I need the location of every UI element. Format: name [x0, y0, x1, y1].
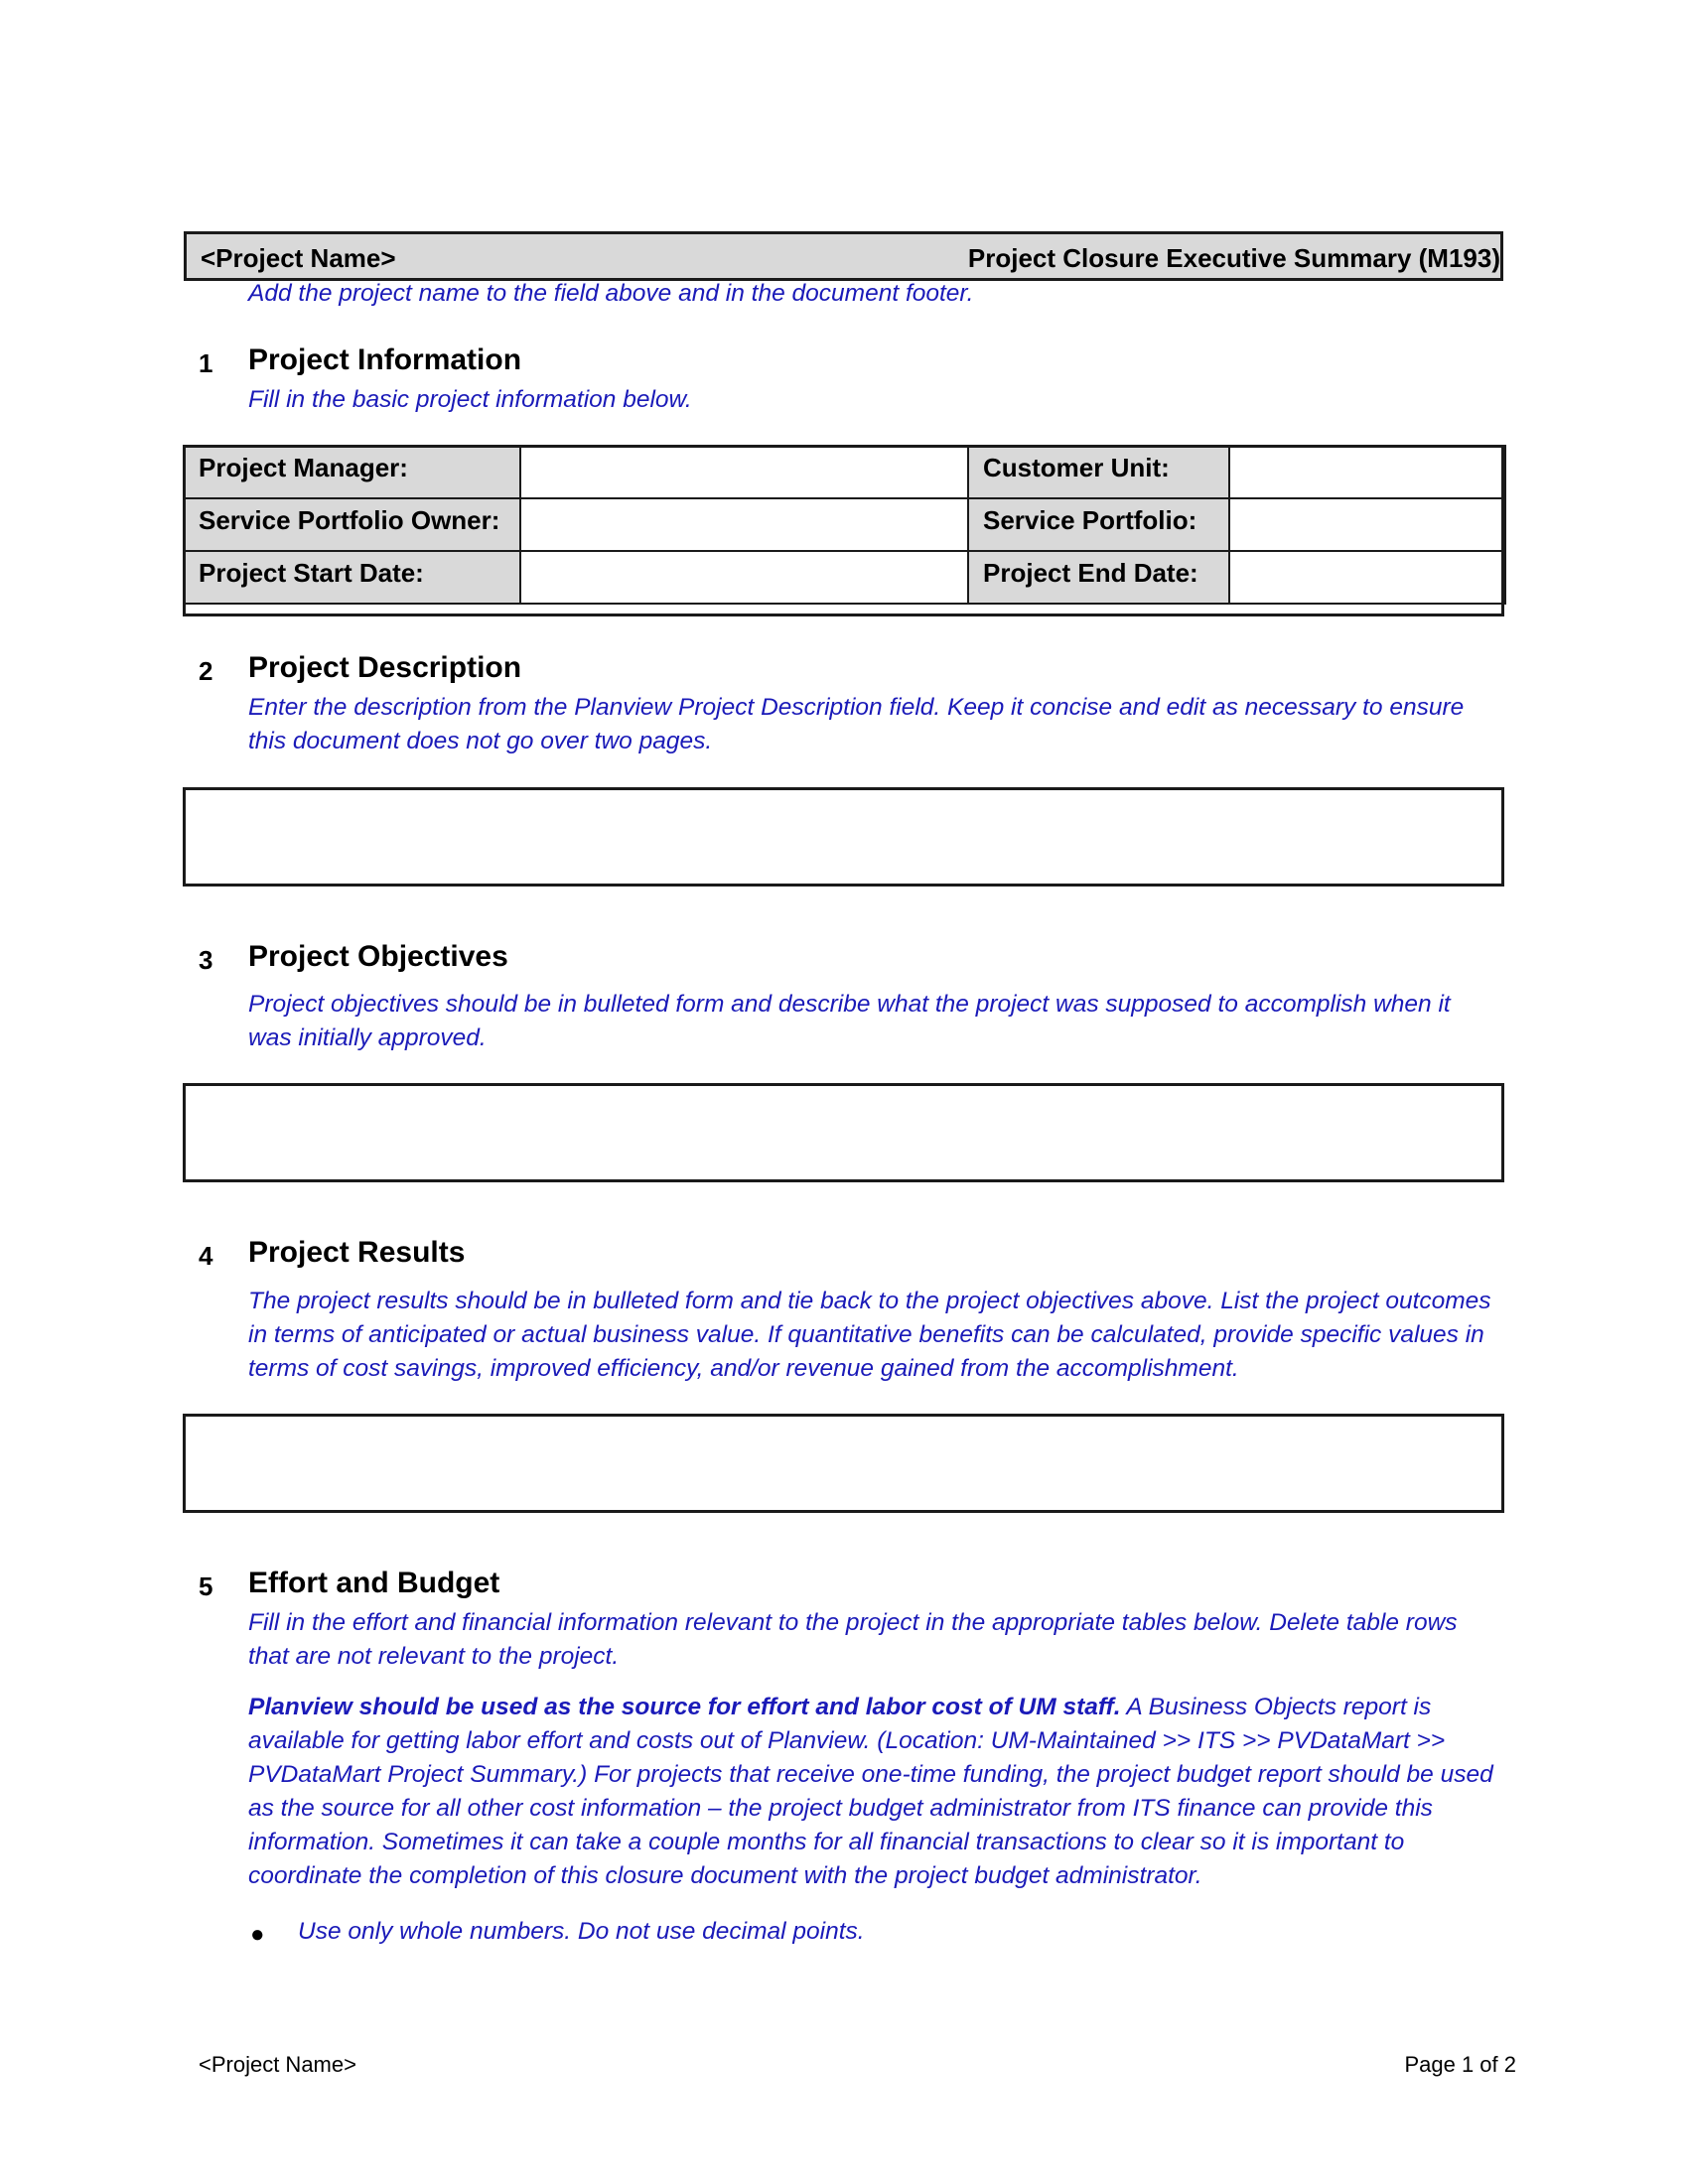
- header-project-name[interactable]: <Project Name>: [201, 243, 396, 273]
- table-row: [184, 498, 1505, 551]
- project-description-box[interactable]: [183, 787, 1504, 887]
- section-3-number: 3: [199, 945, 213, 975]
- customer-unit-field[interactable]: [1229, 446, 1505, 498]
- table-row: [184, 446, 1505, 498]
- section-5-note-bold: Planview should be used as the source for effort and labor cost of UM staff.: [248, 1694, 1121, 1720]
- section-2-instruction: Enter the description from the Planview Project Description field. Keep it concise and edit as necessary to ensure this document does not go over two pages.: [248, 694, 1465, 754]
- service-portfolio-field[interactable]: [1229, 498, 1505, 551]
- header-instruction: Add the project name to the field above and in the document footer.: [248, 280, 974, 307]
- section-5-bullet: Use only whole numbers. Do not use decimal points.: [298, 1918, 865, 1945]
- section-5-note: [248, 1691, 1499, 1893]
- service-portfolio-owner-field[interactable]: [520, 498, 968, 551]
- section-4-instruction: The project results should be in bulleted form and tie back to the project objectives above. List the project outcomes in terms of anticipated or actual business value. If quantitative benefits can be calculated, provide specific values in terms of cost savings, improved efficiency, and/or revenue gained from the accomplishment.: [248, 1288, 1491, 1382]
- section-1-title: Project Information: [248, 343, 522, 376]
- section-3-instruction: Project objectives should be in bulleted form and describe what the project was supposed to accomplish when it was initially approved.: [248, 991, 1451, 1051]
- section-3-title: Project Objectives: [248, 940, 508, 973]
- header-bar: [184, 231, 1503, 281]
- bullet-icon: ●: [250, 1921, 265, 1948]
- section-4-number: 4: [199, 1241, 213, 1271]
- project-end-date-label: Project End Date:: [968, 551, 1229, 604]
- section-5-instruction: Fill in the effort and financial information relevant to the project in the appropriate tables below. Delete table rows that are not relevant to the project.: [248, 1609, 1458, 1670]
- footer-project-name: <Project Name>: [199, 2052, 356, 2077]
- project-info-table: [183, 445, 1506, 605]
- project-manager-field[interactable]: [520, 446, 968, 498]
- section-5-note-body: A Business Objects report is available for getting labor effort and costs out of Planview. (Location: UM-Maintained >> ITS >> PVDataMart >> PVDataMart Project Summary.) For projects that receive one-time funding, the project budget report should be used as the source for all other cost information – the project budget administrator from ITS finance can provide this information. Sometimes it can take a couple months for all financial transactions to clear so it is important to coordinate the completion of this closure document with the project budget administrator.: [248, 1694, 1493, 1889]
- header-doc-title: Project Closure Executive Summary (M193): [967, 243, 1500, 273]
- project-end-date-field[interactable]: [1229, 551, 1505, 604]
- project-manager-label: Project Manager:: [184, 446, 520, 498]
- section-2-title: Project Description: [248, 651, 522, 684]
- section-1-number: 1: [199, 348, 213, 378]
- service-portfolio-label: Service Portfolio:: [968, 498, 1229, 551]
- customer-unit-label: Customer Unit:: [968, 446, 1229, 498]
- footer-page-number: Page 1 of 2: [1404, 2052, 1516, 2077]
- section-4-title: Project Results: [248, 1236, 466, 1269]
- project-results-box[interactable]: [183, 1414, 1504, 1513]
- section-5-title: Effort and Budget: [248, 1567, 500, 1599]
- table-row: [184, 551, 1505, 604]
- project-start-date-label: Project Start Date:: [184, 551, 520, 604]
- section-1-instruction: Fill in the basic project information below.: [248, 386, 692, 413]
- project-start-date-field[interactable]: [520, 551, 968, 604]
- service-portfolio-owner-label: Service Portfolio Owner:: [184, 498, 520, 551]
- project-objectives-box[interactable]: [183, 1083, 1504, 1182]
- section-2-number: 2: [199, 656, 213, 686]
- section-5-number: 5: [199, 1571, 213, 1601]
